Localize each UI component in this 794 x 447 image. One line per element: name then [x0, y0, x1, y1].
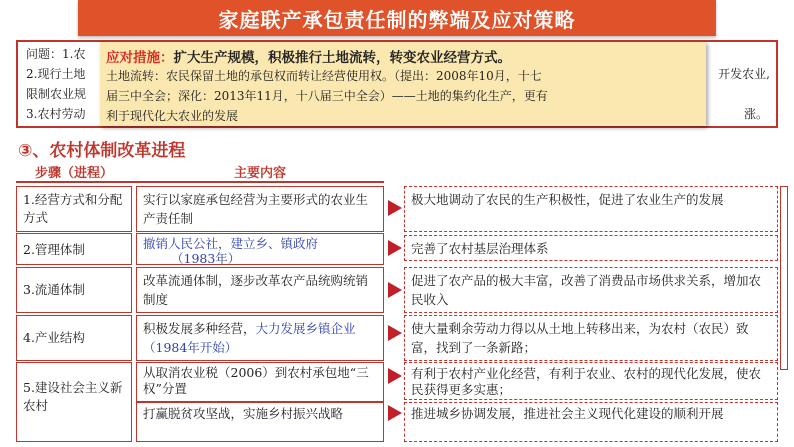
- content-4-text: 积极发展多种经营，: [143, 321, 256, 336]
- step-2: 2.管理体制: [16, 233, 132, 265]
- title-text: 家庭联产承包责任制的弊端及应对策略: [218, 7, 576, 32]
- problem-line-2: 2.现行土地: [26, 67, 86, 81]
- header-content: 主要内容: [233, 165, 286, 181]
- measure-popup: [100, 42, 706, 126]
- page-title: [78, 0, 716, 36]
- measure-text: 扩大生产规模，积极推行土地流转，转变农业经营方式。: [173, 50, 511, 66]
- arrow-right-icon: [388, 368, 402, 384]
- section-title: ③、农村体制改革进程: [18, 141, 186, 161]
- scrollbar[interactable]: [780, 186, 788, 370]
- header-divider: [16, 181, 384, 183]
- result-3: 促进了农产品的极大丰富，改善了消费品市场供求关系，增加农民收入: [404, 267, 778, 313]
- content-3: 改革流通体制，逐步改革农产品统购统销制度: [136, 267, 384, 313]
- arrow-right-icon: [388, 325, 402, 341]
- popup-line-3: 届三中全会；深化：2013年11月，十八届三中全会）——土地的集约化生产，更有: [106, 89, 548, 103]
- measure-line: [106, 46, 511, 66]
- result-4: 使大量剩余劳动力得以从土地上转移出来，为农村（农民）致富，找到了一条新路；: [404, 315, 778, 361]
- content-2: [136, 233, 384, 265]
- content-4-blue: 大力发展乡镇企业（1984年开始）: [143, 321, 356, 355]
- content-5: 从取消农业税（2006）到农村承包地“三权”分置: [136, 362, 384, 402]
- content-1: 实行以家庭承包经营为主要形式的农业生产责任制: [136, 186, 384, 232]
- content-5b: 打赢脱贫攻坚战，实施乡村振兴战略: [136, 402, 384, 442]
- measure-label: 应对措施：: [106, 50, 174, 66]
- arrow-right-icon: [388, 405, 402, 421]
- step-3: 3.流通体制: [16, 267, 132, 313]
- header-step: 步骤（进程）: [34, 165, 113, 181]
- content-4: [136, 315, 384, 361]
- result-1: 极大地调动了农民的生产积极性，促进了农业生产的发展: [404, 186, 778, 232]
- step-4: 4.产业结构: [16, 315, 132, 361]
- arrow-right-icon: [388, 282, 402, 298]
- problem-line-1: 问题：1.农: [26, 47, 86, 61]
- problem-line-4: 3.农村劳动: [26, 107, 86, 121]
- step-5: 5.建设社会主义新农村: [16, 362, 132, 442]
- arrow-right-icon: [388, 200, 402, 216]
- step-1: 1.经营方式和分配方式: [16, 186, 132, 232]
- popup-line-2: 土地流转：农民保留土地的承包权而转让经营使用权。（提出：2008年10月，十七: [106, 69, 542, 83]
- arrow-right-icon: [388, 240, 402, 256]
- problem-line-4-right: 涨。: [743, 107, 768, 121]
- popup-line-4: 利于现代化大农业的发展: [106, 109, 239, 123]
- problem-line-3: 限制农业规: [26, 87, 87, 101]
- problem-line-2-right: 开发农业,: [718, 67, 770, 81]
- content-2-year: （1983年）: [171, 251, 241, 266]
- result-2: 完善了农村基层治理体系: [404, 235, 778, 261]
- content-2-blue: 撤销人民公社，建立乡、镇政府: [143, 236, 319, 251]
- result-6: 推进城乡协调发展，推进社会主义现代化建设的顺利开展: [404, 402, 778, 442]
- result-5: 有利于农村产业化经营，有利于农业、农村的现代化发展，使农民获得更多实惠；: [404, 362, 778, 400]
